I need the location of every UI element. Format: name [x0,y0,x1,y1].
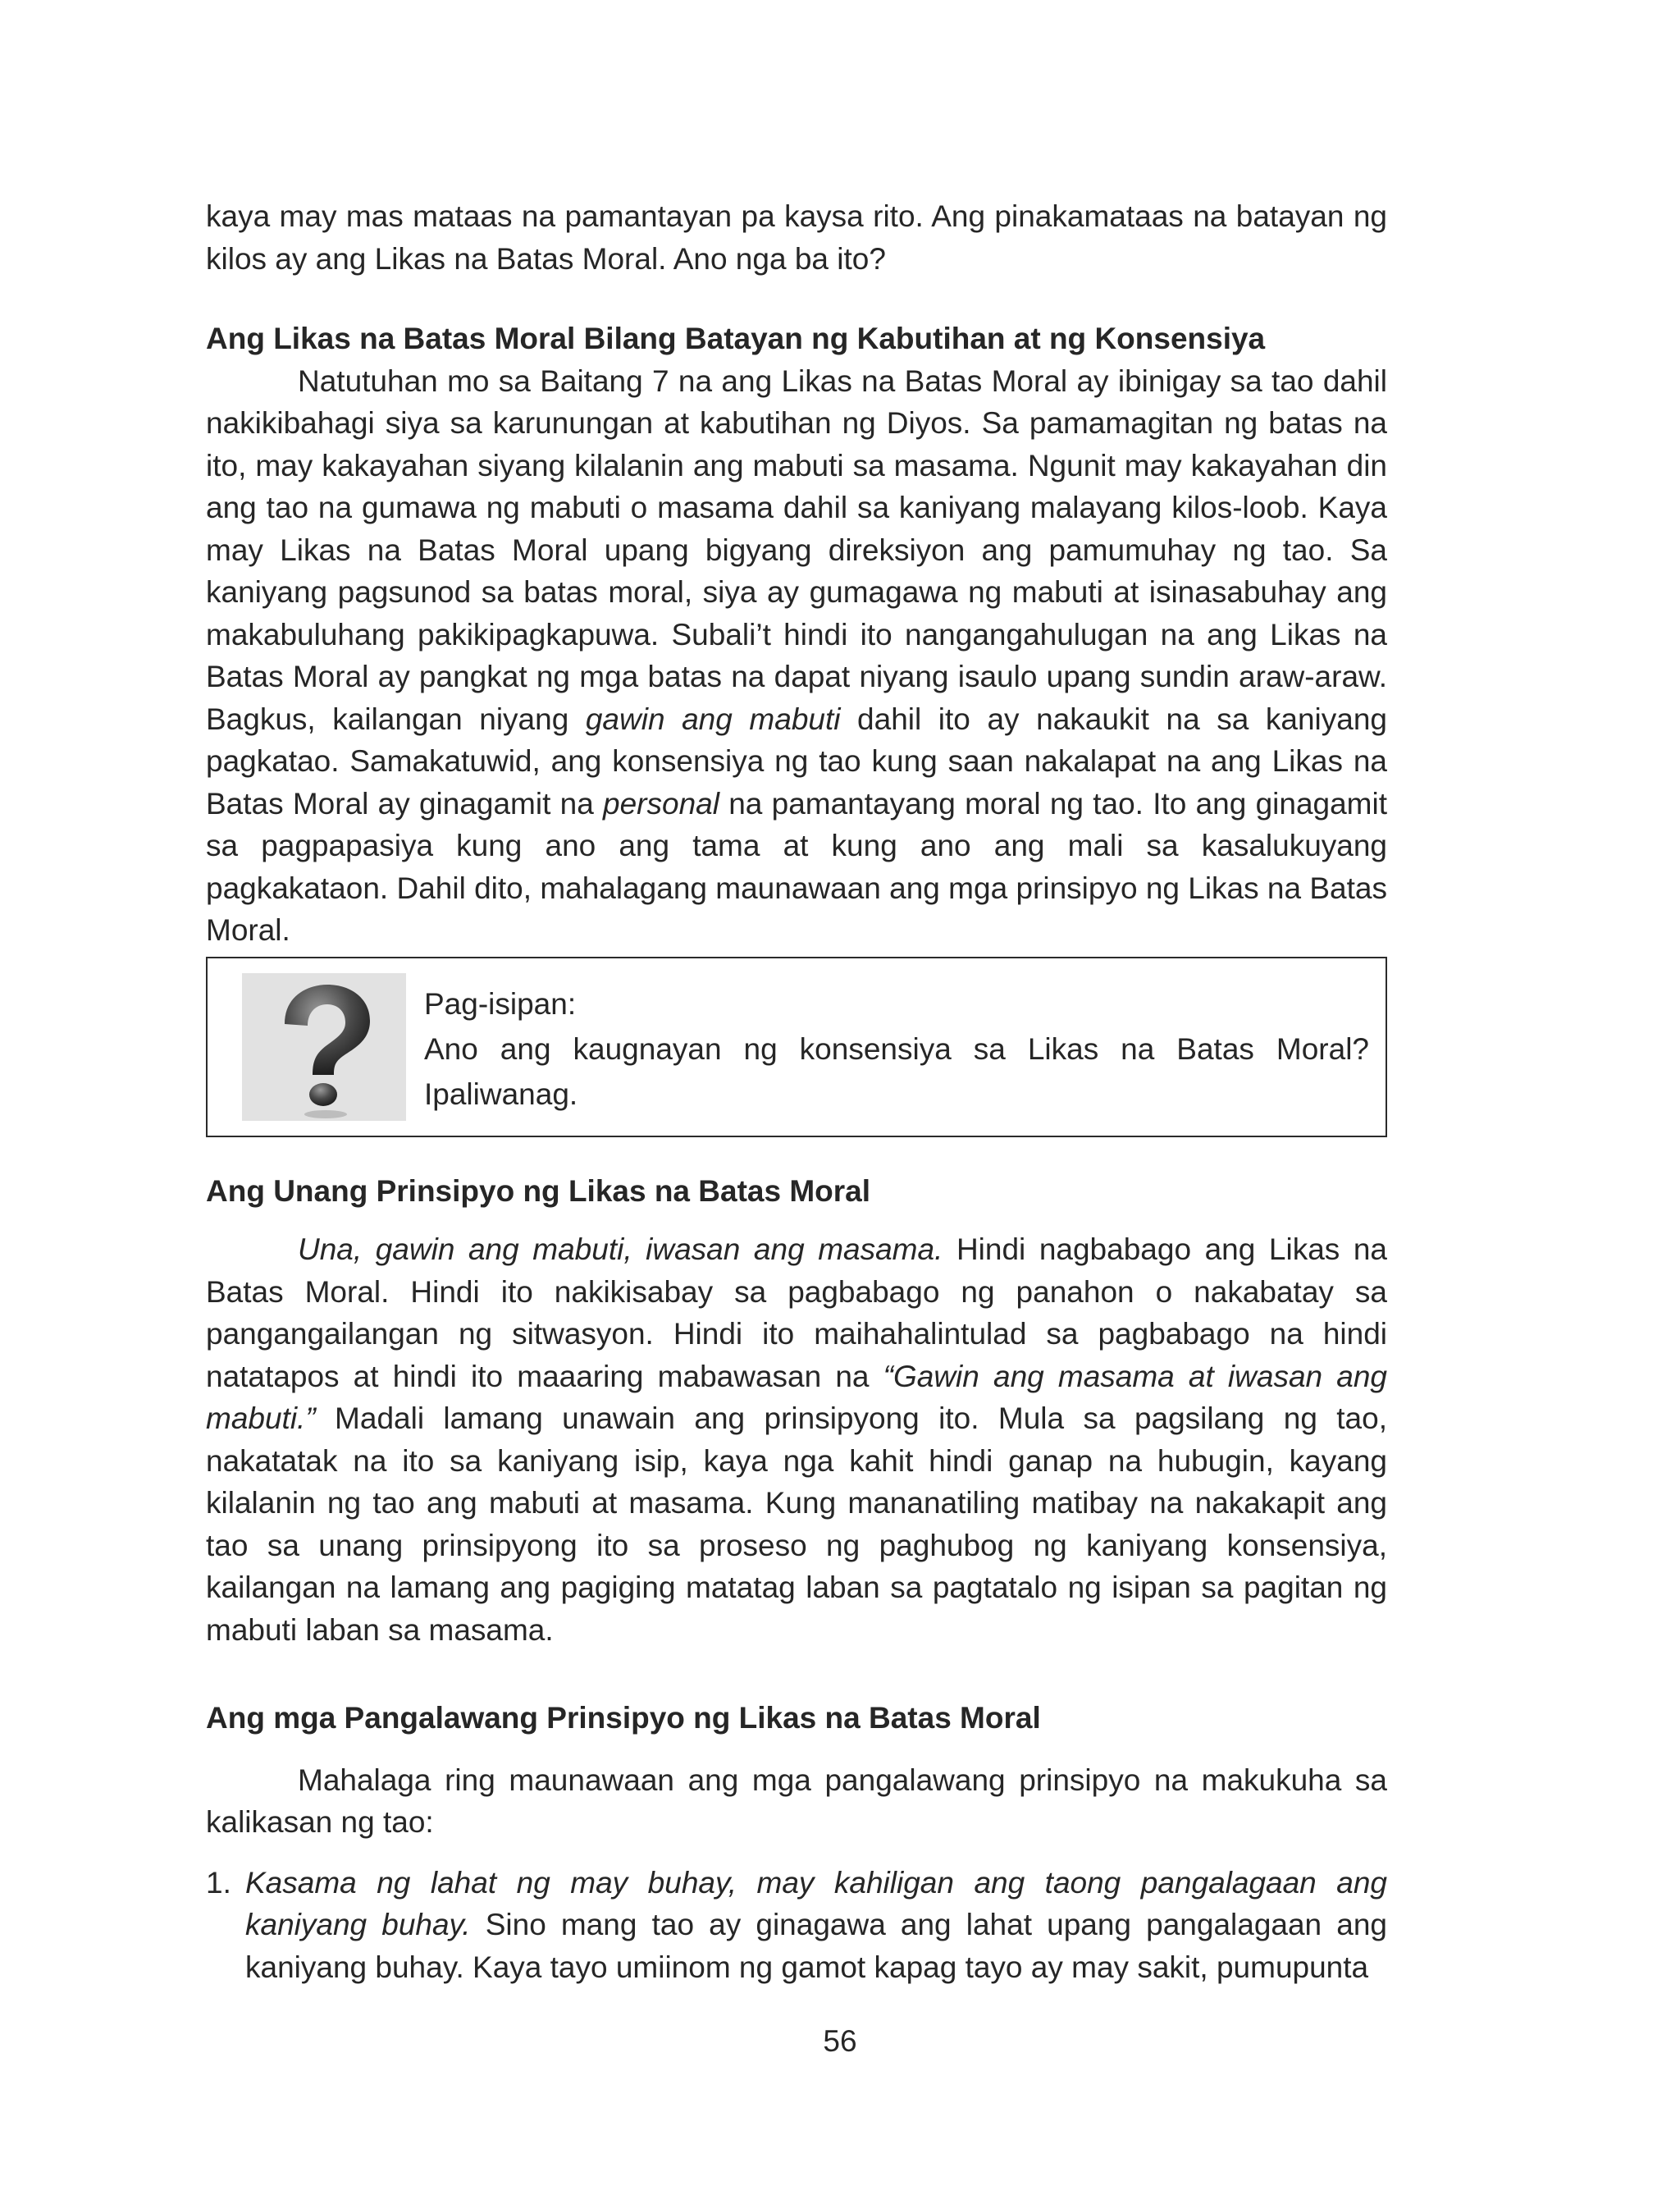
think-box-text [424,981,1369,1117]
list-item-text: Kasama ng lahat ng may buhay, may kahiligan ang taong pangalagaan ang kaniyang buhay. Sino mang tao ay ginagawa ang lahat upang pangalagaan ang kaniyang buhay. Kaya tayo umiinom ng gamot kapag tayo ay may sakit, pumupunta [245,1865,1387,1984]
think-box [206,957,1387,1137]
section-heading-unang-prinsipyo: Ang Unang Prinsipyo ng Likas na Batas Moral [206,1173,871,1208]
section-heading-pangalawang-prinsipyo: Ang mga Pangalawang Prinsipyo ng Likas na Batas Moral [206,1701,1041,1735]
list-item [206,1862,1387,1989]
section-heading-likas-na-batas-moral: Ang Likas na Batas Moral Bilang Batayan ng Kabutihan at ng Konsensiya [206,322,1266,355]
think-box-question: Ano ang kaugnayan ng konsensiya sa Likas na Batas Moral? Ipaliwanag. [424,1031,1369,1111]
section3-paragraph: Mahalaga ring maunawaan ang mga pangalawang prinsipyo na makukuha sa kalikasan ng tao: [206,1763,1387,1839]
list-item-number: 1. [206,1865,231,1900]
section2-paragraph: Una, gawin ang mabuti, iwasan ang masama. Hindi nagbabago ang Likas na Batas Moral. Hindi ito nakikisabay sa pagbabago ng panahon o nakabatay sa pangangailangan ng sitwasyon. Hindi ito maihahalintulad sa pagbabago na hindi natatapos at hindi ito maaaring mabawasan na “Gawin ang masama at iwasan ang mabuti.” Madali lamang unawain ang prinsipyong ito. Mula sa pagsilang ng tao, nakatatak na ito sa kaniyang isip, kaya nga kahit hindi ganap na hubugin, kayang kilalanin ng tao ang mabuti at masama. Kung mananatiling matibay na nakakapit ang tao sa unang prinsipyong ito sa proseso ng paghubog ng kaniyang konsensiya, kailangan na lamang ang pagiging matatag laban sa pagtatalo ng isipan sa pagitan ng mabuti laban sa masama. [206,1232,1387,1647]
page-number: 56 [823,2024,857,2058]
page-content [206,195,1387,1988]
question-mark-icon [242,973,406,1121]
section1-paragraph: Natutuhan mo sa Baitang 7 na ang Likas na Batas Moral ay ibinigay sa tao dahil nakikibahagi siya sa karunungan at kabutihan ng Diyos. Sa pamamagitan ng batas na ito, may kakayahan siyang kilalanin ang mabuti sa masama. Ngunit may kakayahan din ang tao na gumawa ng mabuti o masama dahil sa kaniyang malayang kilos-loob. Kaya may Likas na Batas Moral upang bigyang direksiyon ang pamumuhay ng tao. Sa kaniyang pagsunod sa batas moral, siya ay gumagawa ng mabuti at isinasabuhay ang makabuluhang pakikipagkapuwa. Subali’t hindi ito nangangahulugan na ang Likas na Batas Moral ay pangkat ng mga batas na dapat niyang isaulo upang sundin araw-araw. Bagkus, kailangan niyang gawin ang mabuti dahil ito ay nakaukit na sa kaniyang pagkatao. Samakatuwid, ang konsensiya ng tao kung saan nakalapat na ang Likas na Batas Moral ay ginagamit na personal na pamantayang moral ng tao. Ito ang ginagamit sa pagpapasiya kung ano ang tama at kung ano ang mali sa kasalukuyang pagkakataon. Dahil dito, mahalagang maunawaan ang mga prinsipyo ng Likas na Batas Moral. [206,363,1387,947]
think-box-label: Pag-isipan: [424,986,577,1021]
intro-paragraph: kaya may mas mataas na pamantayan pa kaysa rito. Ang pinakamataas na batayan ng kilos ay ang Likas na Batas Moral. Ano nga ba ito? [206,199,1387,276]
